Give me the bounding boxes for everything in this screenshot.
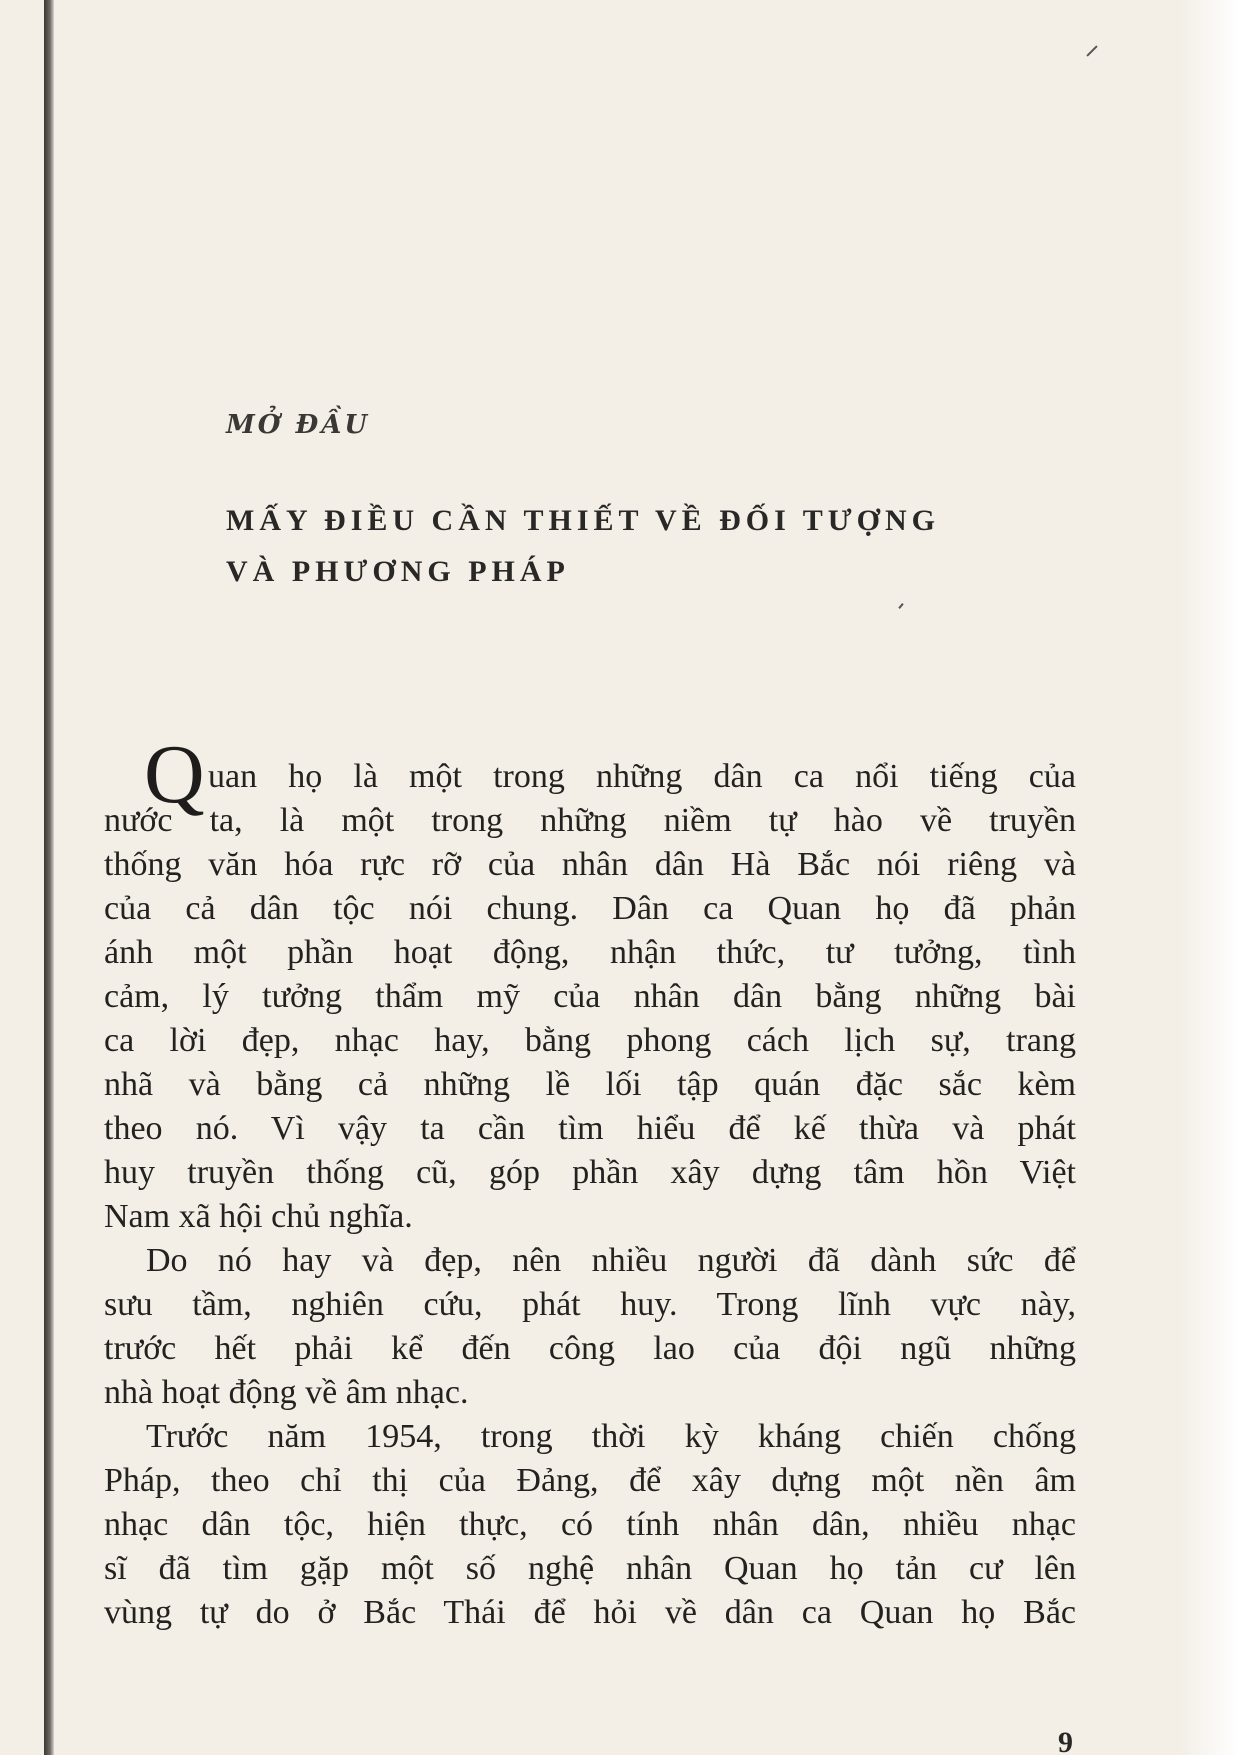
- paragraph-line: vùng tự do ở Bắc Thái để hỏi về dân ca Quan họ Bắc: [104, 1594, 1076, 1631]
- paragraph-line: sưu tầm, nghiên cứu, phát huy. Trong lĩnh vực này,: [104, 1286, 1076, 1323]
- paragraph-line: ánh một phần hoạt động, nhận thức, tư tưởng, tình: [104, 934, 1076, 971]
- chapter-title-line: MẤY ĐIỀU CẦN THIẾT VỀ ĐỐI TƯỢNG: [226, 504, 940, 537]
- first-line-text: uan họ là một trong những dân ca nổi tiếng của: [208, 758, 1076, 795]
- page-margin-right: [1180, 0, 1240, 1755]
- paragraph-line: nước ta, là một trong những niềm tự hào về truyền: [104, 802, 1076, 839]
- paragraph: [104, 1415, 1076, 1635]
- paragraph: [104, 728, 1076, 1239]
- pencil-mark: [1086, 45, 1097, 56]
- paragraph-line: nhã và bằng cả những lề lối tập quán đặc sắc kèm: [104, 1066, 1076, 1103]
- page-number: 9: [1058, 1726, 1073, 1759]
- paragraph-line: ca lời đẹp, nhạc hay, bằng phong cách lịch sự, trang: [104, 1022, 1076, 1059]
- paragraph-line: Pháp, theo chỉ thị của Đảng, để xây dựng một nền âm: [104, 1462, 1076, 1499]
- paragraph-line: sĩ đã tìm gặp một số nghệ nhân Quan họ tản cư lên: [104, 1550, 1076, 1587]
- paragraph-line: trước hết phải kể đến công lao của đội ngũ những: [104, 1330, 1076, 1367]
- paragraph-line: thống văn hóa rực rỡ của nhân dân Hà Bắc nói riêng và: [104, 846, 1076, 883]
- paragraph-line: theo nó. Vì vậy ta cần tìm hiểu để kế thừa và phát: [104, 1110, 1076, 1147]
- paragraph: [104, 1239, 1076, 1415]
- drop-cap: Q: [144, 728, 205, 821]
- paragraph-line: Nam xã hội chủ nghĩa.: [104, 1198, 413, 1235]
- paragraph-line: huy truyền thống cũ, góp phần xây dựng tâm hồn Việt: [104, 1154, 1076, 1191]
- paragraph-line: cảm, lý tưởng thẩm mỹ của nhân dân bằng những bài: [104, 978, 1076, 1015]
- paragraph-line: nhạc dân tộc, hiện thực, có tính nhân dân, nhiều nhạc: [104, 1506, 1076, 1543]
- chapter-title-line: VÀ PHƯƠNG PHÁP: [226, 555, 570, 588]
- paragraph-line: nhà hoạt động về âm nhạc.: [104, 1374, 469, 1411]
- paragraph-line: Do nó hay và đẹp, nên nhiều người đã dành sức để: [146, 1242, 1076, 1279]
- pencil-mark: [898, 603, 903, 609]
- chapter-title: [226, 495, 1056, 597]
- chapter-label: MỞ ĐẦU: [226, 410, 371, 440]
- paragraph-line: của cả dân tộc nói chung. Dân ca Quan họ đã phản: [104, 890, 1076, 927]
- body-text: [104, 728, 1076, 1635]
- paragraph-line: Trước năm 1954, trong thời kỳ kháng chiến chống: [146, 1418, 1076, 1455]
- book-spine-edge: [44, 0, 54, 1755]
